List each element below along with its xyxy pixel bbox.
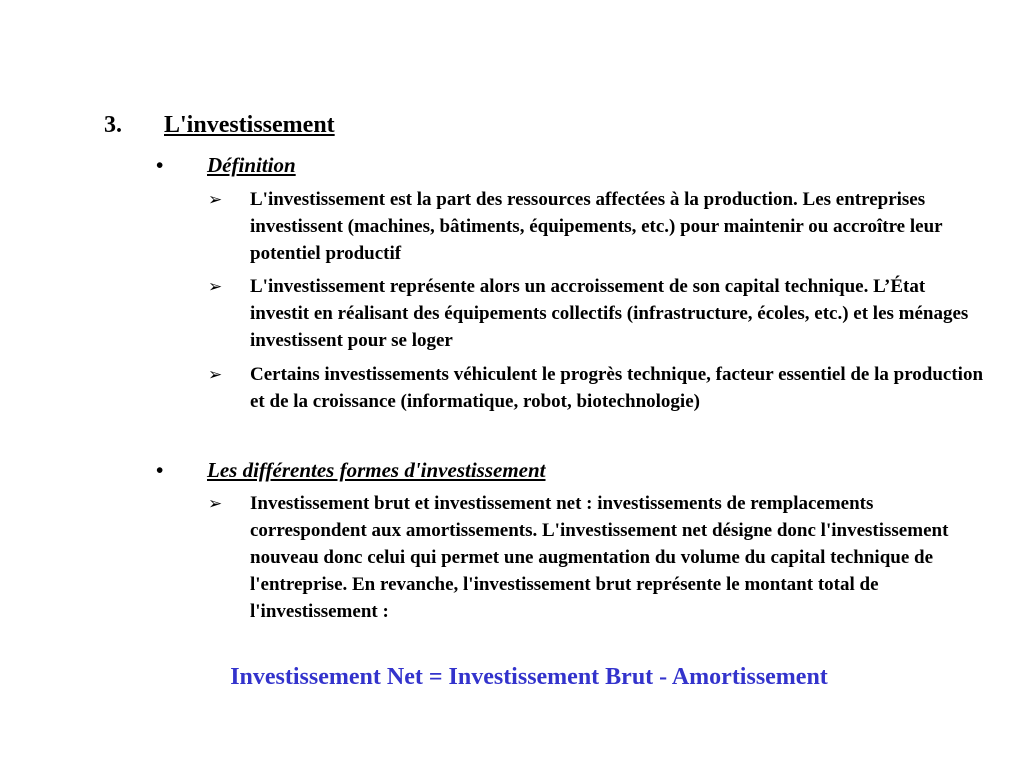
definition-item: [208, 273, 988, 354]
forms-item: [208, 490, 988, 625]
definition-item: [208, 361, 988, 415]
definition-label: Définition: [207, 153, 296, 177]
bullet-forms: [156, 457, 546, 483]
definition-item-text: L'investissement représente alors un accroissement de son capital technique. L’État investit en réalisant des équipements collectifs (infrastructure, écoles, etc.) et les ménages investissent pour se loger: [250, 276, 969, 351]
forms-item-text: Investissement brut et investissement net : investissements de remplacements correspondent aux amortissements. L'investissement net désigne donc l'investissement nouveau donc celui qui permet une augmentation du volume du capital technique de l'entreprise. En revanche, l'investissement brut représente le montant total de l'investissement :: [250, 493, 949, 622]
arrow-bullet-icon: ➢: [208, 494, 223, 513]
formula: Investissement Net = Investissement Brut - Amortissement: [230, 664, 828, 690]
bullet-dot: •: [156, 153, 164, 177]
bullet-dot: •: [156, 458, 164, 482]
forms-label: Les différentes formes d'investissement: [207, 458, 546, 482]
definition-item-text: L'investissement est la part des ressources affectées à la production. Les entreprises investissent (machines, bâtiments, équipements, etc.) pour maintenir ou accroître leur potentiel productif: [250, 189, 943, 264]
section-title: L'investissement: [164, 112, 335, 138]
arrow-bullet-icon: ➢: [208, 190, 223, 209]
arrow-bullet-icon: ➢: [208, 365, 223, 384]
arrow-bullet-icon: ➢: [208, 277, 223, 296]
bullet-definition: [156, 152, 296, 178]
definition-item-text: Certains investissements véhiculent le progrès technique, facteur essentiel de la production et de la croissance (informatique, robot, biotechnologie): [250, 364, 984, 412]
section-heading: [104, 110, 335, 140]
definition-item: [208, 186, 988, 267]
section-number: 3.: [104, 112, 122, 138]
